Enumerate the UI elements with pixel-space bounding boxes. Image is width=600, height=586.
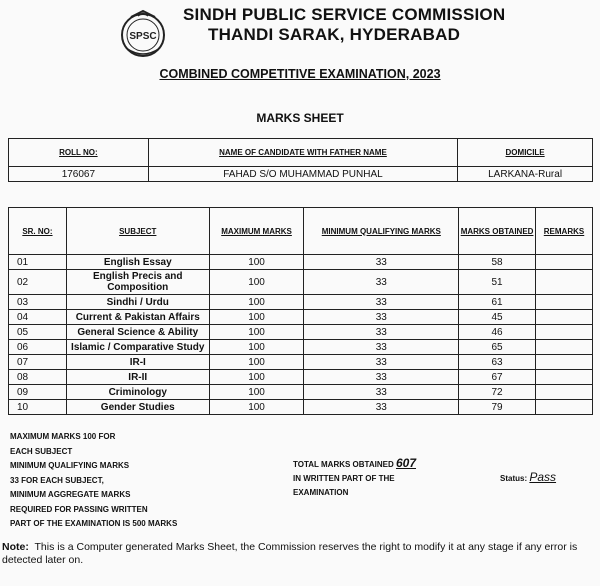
- max-cell: 100: [209, 295, 304, 310]
- sr-cell: 01: [9, 255, 67, 270]
- subject-header: [66, 208, 209, 255]
- rules-note-line: REQUIRED FOR PASSING WRITTEN: [10, 504, 148, 514]
- remarks-cell: [536, 270, 593, 295]
- max-cell: 100: [209, 340, 304, 355]
- max-cell: 100: [209, 310, 304, 325]
- subject-cell: Gender Studies: [66, 400, 209, 415]
- sr-header-text: SR. NO:: [22, 226, 53, 236]
- min-cell: 33: [304, 325, 459, 340]
- obtained-header-text: MARKS OBTAINED: [460, 226, 534, 236]
- total-value: 607: [395, 456, 417, 470]
- min-header: [304, 208, 459, 255]
- candidate-table: [8, 138, 593, 182]
- total-suffix-2: EXAMINATION: [293, 488, 349, 497]
- table-row: [9, 255, 593, 270]
- obtained-cell: 46: [459, 325, 536, 340]
- domicile: LARKANA-Rural: [458, 167, 593, 182]
- logo-text: SPSC: [129, 31, 157, 42]
- table-row: [9, 310, 593, 325]
- spsc-logo: [118, 8, 168, 58]
- sr-cell: 06: [9, 340, 67, 355]
- roll-header: ROLL NO:: [9, 139, 149, 167]
- min-cell: 33: [304, 400, 459, 415]
- obtained-cell: 45: [459, 310, 536, 325]
- exam-title: [0, 67, 600, 81]
- remarks-cell: [536, 385, 593, 400]
- obtained-cell: 51: [459, 270, 536, 295]
- min-cell: 33: [304, 255, 459, 270]
- rules-note-line: PART OF THE EXAMINATION IS 500 MARKS: [10, 519, 178, 528]
- subject-header-text: SUBJECT: [119, 226, 157, 236]
- min-cell: 33: [304, 295, 459, 310]
- subject-cell: Sindhi / Urdu: [66, 295, 209, 310]
- marks-table: [8, 207, 593, 415]
- sr-cell: 07: [9, 355, 67, 370]
- sr-cell: 10: [9, 400, 67, 415]
- remarks-cell: [536, 310, 593, 325]
- sr-cell: 03: [9, 295, 67, 310]
- remarks-cell: [536, 325, 593, 340]
- max-cell: 100: [209, 255, 304, 270]
- sr-cell: 02: [9, 270, 67, 295]
- subject-cell: Criminology: [66, 385, 209, 400]
- obtained-cell: 63: [459, 355, 536, 370]
- max-cell: 100: [209, 355, 304, 370]
- remarks-cell: [536, 400, 593, 415]
- min-cell: 33: [304, 355, 459, 370]
- min-cell: 33: [304, 310, 459, 325]
- remarks-cell: [536, 255, 593, 270]
- name-header: NAME OF CANDIDATE WITH FATHER NAME: [148, 139, 457, 167]
- total-label: TOTAL MARKS OBTAINED: [293, 460, 394, 469]
- obtained-cell: 65: [459, 340, 536, 355]
- rules-note-line: 33 FOR EACH SUBJECT,: [10, 475, 104, 485]
- max-header-text: MAXIMUM MARKS: [221, 226, 292, 236]
- remarks-header: [536, 208, 593, 255]
- remarks-header-text: REMARKS: [543, 226, 585, 236]
- domicile-header: DOMICILE: [458, 139, 593, 167]
- rules-note: [10, 430, 210, 532]
- org-address: THANDI SARAK, HYDERABAD: [208, 25, 461, 44]
- result-status: [500, 470, 556, 484]
- obtained-cell: 58: [459, 255, 536, 270]
- remarks-cell: [536, 340, 593, 355]
- max-cell: 100: [209, 270, 304, 295]
- min-cell: 33: [304, 385, 459, 400]
- min-cell: 33: [304, 370, 459, 385]
- marks-header-row: [9, 208, 593, 255]
- max-header: [209, 208, 304, 255]
- obtained-header: [459, 208, 536, 255]
- obtained-cell: 79: [459, 400, 536, 415]
- subject-cell: Islamic / Comparative Study: [66, 340, 209, 355]
- sheet-title: MARKS SHEET: [256, 111, 344, 125]
- subject-cell: IR-II: [66, 370, 209, 385]
- candidate-header-row: [9, 139, 593, 167]
- min-cell: 33: [304, 270, 459, 295]
- table-row: [9, 355, 593, 370]
- subject-cell: Current & Pakistan Affairs: [66, 310, 209, 325]
- footer-note: [2, 541, 592, 567]
- total-suffix-1: IN WRITTEN PART OF THE: [293, 474, 395, 483]
- remarks-cell: [536, 295, 593, 310]
- subject-cell: English Essay: [66, 255, 209, 270]
- table-row: [9, 385, 593, 400]
- rules-note-line: MINIMUM QUALIFYING MARKS: [10, 461, 130, 470]
- total-marks: [293, 456, 453, 500]
- subject-cell: IR-I: [66, 355, 209, 370]
- remarks-cell: [536, 370, 593, 385]
- obtained-cell: 67: [459, 370, 536, 385]
- candidate-row: [9, 167, 593, 182]
- min-cell: 33: [304, 340, 459, 355]
- subject-cell: English Precis and Composition: [66, 270, 209, 295]
- sr-cell: 05: [9, 325, 67, 340]
- remarks-cell: [536, 355, 593, 370]
- sr-header: [9, 208, 67, 255]
- table-row: [9, 400, 593, 415]
- table-row: [9, 270, 593, 295]
- org-name: SINDH PUBLIC SERVICE COMMISSION: [183, 5, 506, 24]
- exam-title-text: COMBINED COMPETITIVE EXAMINATION, 2023: [159, 67, 441, 81]
- rules-note-line: MINIMUM AGGREGATE MARKS: [10, 490, 131, 499]
- table-row: [9, 325, 593, 340]
- sr-cell: 09: [9, 385, 67, 400]
- footer-note-text: This is a Computer generated Marks Sheet, the Commission reserves the right to modify it at any stage if any error is detected later on.: [2, 541, 578, 566]
- rules-note-line: EACH SUBJECT: [10, 446, 73, 456]
- max-cell: 100: [209, 325, 304, 340]
- status-value: Pass: [529, 470, 557, 484]
- sr-cell: 04: [9, 310, 67, 325]
- candidate-name: FAHAD S/O MUHAMMAD PUNHAL: [148, 167, 457, 182]
- sr-cell: 08: [9, 370, 67, 385]
- status-label: Status:: [500, 474, 528, 483]
- min-header-text: MINIMUM QUALIFYING MARKS: [321, 226, 441, 236]
- rules-note-line: MAXIMUM MARKS 100 FOR: [10, 432, 116, 441]
- table-row: [9, 370, 593, 385]
- obtained-cell: 72: [459, 385, 536, 400]
- table-row: [9, 295, 593, 310]
- footer-note-label: Note:: [2, 541, 29, 553]
- max-cell: 100: [209, 400, 304, 415]
- table-row: [9, 340, 593, 355]
- roll-number: 176067: [9, 167, 149, 182]
- max-cell: 100: [209, 370, 304, 385]
- subject-cell: General Science & Ability: [66, 325, 209, 340]
- max-cell: 100: [209, 385, 304, 400]
- obtained-cell: 61: [459, 295, 536, 310]
